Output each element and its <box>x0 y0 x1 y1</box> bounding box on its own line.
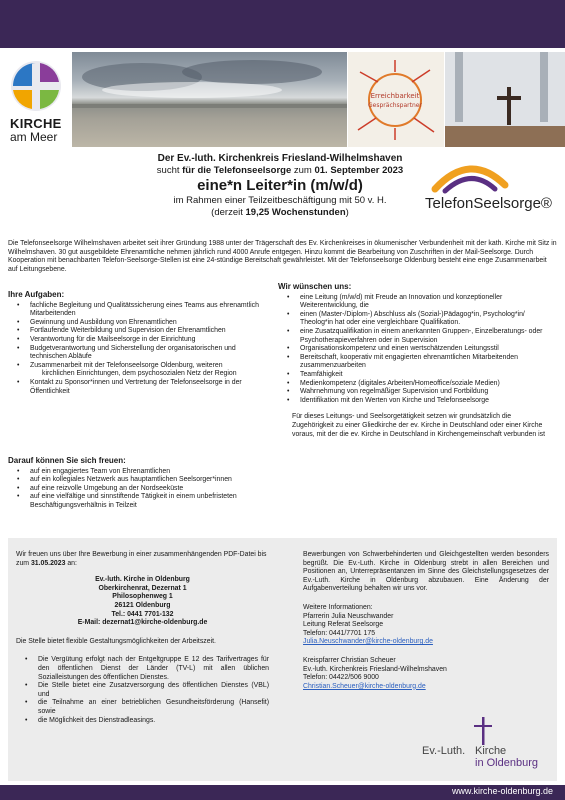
benefits-list <box>16 656 269 725</box>
list-item: • Medienkompetenz (digitales Arbeiten/Homeoffice/soziale Medien) <box>278 380 553 389</box>
svg-text:Erreichbarkeit: Erreichbarkeit <box>370 92 420 100</box>
church-photo <box>445 52 565 147</box>
apply-column <box>16 551 269 725</box>
tasks-section <box>8 291 273 396</box>
contact-column <box>303 551 549 691</box>
svg-text:Gesprächspartner: Gesprächspartner <box>368 102 422 109</box>
tasks-list <box>8 302 273 371</box>
list-item: • eine Leitung (m/w/d) mit Freude an Innovation und konzeptioneller Weiterentwicklung, die <box>278 294 553 311</box>
logo-line2: am Meer <box>10 130 58 144</box>
list-item: • Identifikation mit den Werten von Kirche und Telefonseelsorge <box>278 397 553 406</box>
address-line: Tel.: 0441 7701-132 <box>111 610 174 618</box>
header-seek-bold: für die Telefonseelsorge <box>182 164 292 176</box>
list-item: • Organisationskompetenz und einen wertschätzenden Leitungsstil <box>278 345 553 354</box>
list-item: • Budgetverantwortung und Sicherstellung der organisatorischen und technischen Abläufe <box>8 345 273 362</box>
beach-photo <box>72 52 347 147</box>
list-item: • auf eine reizvolle Umgebung an der Nordseeküste <box>8 485 273 494</box>
header-seek <box>120 165 440 177</box>
drawing-photo <box>348 52 444 147</box>
address-line: Oberkirchenrat, Dezernat 1 <box>98 584 187 592</box>
hours-bold: 19,25 Wochenstunden <box>245 206 346 218</box>
job-header <box>120 153 440 218</box>
cross-logo-icon <box>10 60 62 112</box>
kirche-oldenburg-logo <box>420 715 560 770</box>
footer-bar <box>0 785 565 800</box>
wishes-section <box>278 283 553 439</box>
kirche-logo-part2: Kirche <box>475 745 507 757</box>
address-email[interactable]: E-Mail: dezernat1@kirche-oldenburg.de <box>77 619 208 627</box>
apply-intro-post: an: <box>65 559 77 567</box>
contact1-role: Leitung Referat Seelsorge <box>303 621 384 629</box>
equality-note: Bewerbungen von Schwerbehinderten und Gleichgestellten werden besonders begrüßt. Die Ev.-Luth. Kirche in Oldenburg strebt in allen Bereichen und Positionen an, Unterrepräsentanzen im Sinne des Gleichstellungsgesetzes der Ev.-Luth. Kirche in Oldenburg abzubauen. Eine Änderung der Aufgabenverteilung behalten wir uns vor. <box>303 551 549 593</box>
header-scope: im Rahmen einer Teilzeitbeschäftigung mit 50 v. H. <box>173 195 387 206</box>
list-item: • Teamfähigkeit <box>278 371 553 380</box>
list-item: • die Möglichkeit des Dienstradleasings. <box>16 717 269 726</box>
list-item: • Wahrnehmung von regelmäßiger Supervision und Fortbildung <box>278 388 553 397</box>
address-line: 26121 Oldenburg <box>114 601 171 609</box>
wishes-title: Wir wünschen uns: <box>278 282 352 291</box>
intro-paragraph: Die Telefonseelsorge Wilhelmshaven arbeitet seit ihrer Gründung 1988 unter der Trägerschaft des Ev. Kirchenkreises in ökumenischer Verbundenheit mit der kath. Kirche mit Sitz in Wilhelmshaven. 30 gut ausgebildete Ehrenamtliche nehmen jährlich rund 4000 Anrufe entgegen. Hinzu kommt die Bearbeitung von Zuschriften in der Mail-Seelsorge. Durch Kooperation mit benachbarten Telefon-Seelsorge-Stellen ist eine 24-stündige Bereitschaft gewährleistet. Mit der Telefonseelsorge Oldenburg besteht eine enge Zusammenarbeit auf Leitungsebene. <box>8 240 557 273</box>
header-seek-mid: zum <box>291 164 315 176</box>
header-hours <box>120 207 440 219</box>
contact1-name: Pfarrerin Julia Neuschwander <box>303 612 394 620</box>
kirche-logo-part1: Ev.-Luth. <box>422 745 466 757</box>
top-banner <box>0 0 565 48</box>
list-item: • die Teilnahme an einer betrieblichen Gesundheitsförderung (Hansefit) sowie <box>16 699 269 716</box>
contact2-role: Ev.-luth. Kirchenkreis Friesland-Wilhelmshaven <box>303 665 447 673</box>
footer-url-link[interactable]: www.kirche-oldenburg.de <box>451 786 553 796</box>
hours-post: ) <box>345 206 349 218</box>
address-line: Ev.-luth. Kirche in Oldenburg <box>95 576 190 584</box>
list-item: • Die Vergütung erfolgt nach der Entgeltgruppe E 12 des Tarifvertrages für den öffentlichen Dienst der Länder (TV-L) mit allen üblichen Sozialleistungen des öffentlichen Dienstes. <box>16 656 269 682</box>
hours-pre: (derzeit <box>211 206 246 218</box>
header-date: 01. September 2023 <box>314 164 404 176</box>
offer-title: Darauf können Sie sich freuen: <box>8 456 126 465</box>
list-item: • Kontakt zu Sponsor*innen und Vertretung der Telefonseelsorge in der Öffentlichkeit <box>8 379 273 396</box>
apply-intro <box>16 551 269 568</box>
apply-intro-pre: Wir freuen uns über Ihre Bewerbung in einer zusammenhängenden PDF-Datei bis zum <box>16 551 267 567</box>
telefonseelsorge-logo-text: TelefonSeelsorge® <box>425 195 552 212</box>
contact2-phone: Telefon: 04422/506 9000 <box>303 674 379 682</box>
logo-line1: KIRCHE <box>10 116 62 131</box>
contact1-email-link[interactable]: Julia.Neuschwander@kirche-oldenburg.de <box>303 638 433 646</box>
wishes-list <box>278 294 553 406</box>
list-item: • Verantwortung für die Mailseelsorge in der Einrichtung <box>8 336 273 345</box>
apply-date: 31.05.2023 <box>30 559 66 567</box>
list-item: • Fortlaufende Weiterbildung und Supervision der Ehrenamtlichen <box>8 327 273 336</box>
list-item: • Zusammenarbeit mit der Telefonseelsorge Oldenburg, weiteren <box>8 362 273 371</box>
flex-note: Die Stelle bietet flexible Gestaltungsmöglichkeiten der Arbeitszeit. <box>16 637 216 645</box>
contact1-phone: Telefon: 0441/7701 175 <box>303 629 376 637</box>
list-item: • auf ein kollegiales Netzwerk aus hauptamtlichen Seelsorger*innen <box>8 476 273 485</box>
address-line: Philosophenweg 1 <box>112 593 173 601</box>
list-item: • Gewinnung und Ausbildung von Ehrenamtlichen <box>8 319 273 328</box>
list-item: • einen (Master-/Diplom-) Abschluss als (Sozial-)Pädagog*in, Psycholog*in/ Theolog*in hat oder eine vergleichbare Qualifikation. <box>278 311 553 328</box>
list-item: • fachliche Begleitung und Qualitätssicherung eines Teams aus ehrenamtlich Mitarbeitenden <box>8 302 273 319</box>
kirche-am-meer-logo <box>10 60 65 144</box>
list-item: • Bereitschaft, kooperativ mit engagierten ehrenamtlichen Mitarbeitenden zusammenzuarbeiten <box>278 354 553 371</box>
tasks-title: Ihre Aufgaben: <box>8 290 65 299</box>
contact2-name: Kreispfarrer Christian Scheuer <box>303 656 396 664</box>
contact2-email-link[interactable]: Christian.Scheuer@kirche-oldenburg.de <box>303 682 426 690</box>
offer-section <box>8 457 273 511</box>
list-item: • auf ein engagiertes Team von Ehrenamtlichen <box>8 468 273 477</box>
kirche-cross-icon <box>420 715 560 745</box>
kirche-logo-part3: in Oldenburg <box>475 757 538 769</box>
list-item: • Die Stelle bietet eine Zusatzversorgung des öffentlichen Dienstes (VBL) und <box>16 682 269 699</box>
tasks-list-2 <box>8 379 273 396</box>
apply-address <box>16 576 269 628</box>
wishes-closing: Für dieses Leitungs- und Seelsorgetätigkeit setzen wir grundsätzlich die Zugehörigkeit zu einer Gliedkirche der ev. Kirche in Deutschland oder einer Kirche voraus, mit der die ev. Kirche in Deutschland in Kirchengemeinschaft verbunden ist <box>292 413 546 438</box>
contact-title: Weitere Informationen: <box>303 603 373 611</box>
header-org: Der Ev.-luth. Kirchenkreis Friesland-Wilhelmshaven <box>157 153 403 164</box>
list-item: • auf eine vielfältige und sinnstiftende Tätigkeit in einem unbefristeten Beschäftigungsverhältnis in Teilzeit <box>8 493 273 510</box>
offer-list <box>8 468 273 511</box>
job-title: eine*n Leiter*in (m/w/d) <box>197 177 363 194</box>
list-item: • eine Zusatzqualifikation in einem anerkannten Gruppen-, Einzelberatungs- oder Psychotherapieverfahren oder in Supervision <box>278 328 553 345</box>
tasks-continuation: kirchlichen Einrichtungen, dem psychosozialen Netz der Region <box>42 370 237 378</box>
header-seek-pre: sucht <box>156 164 183 176</box>
